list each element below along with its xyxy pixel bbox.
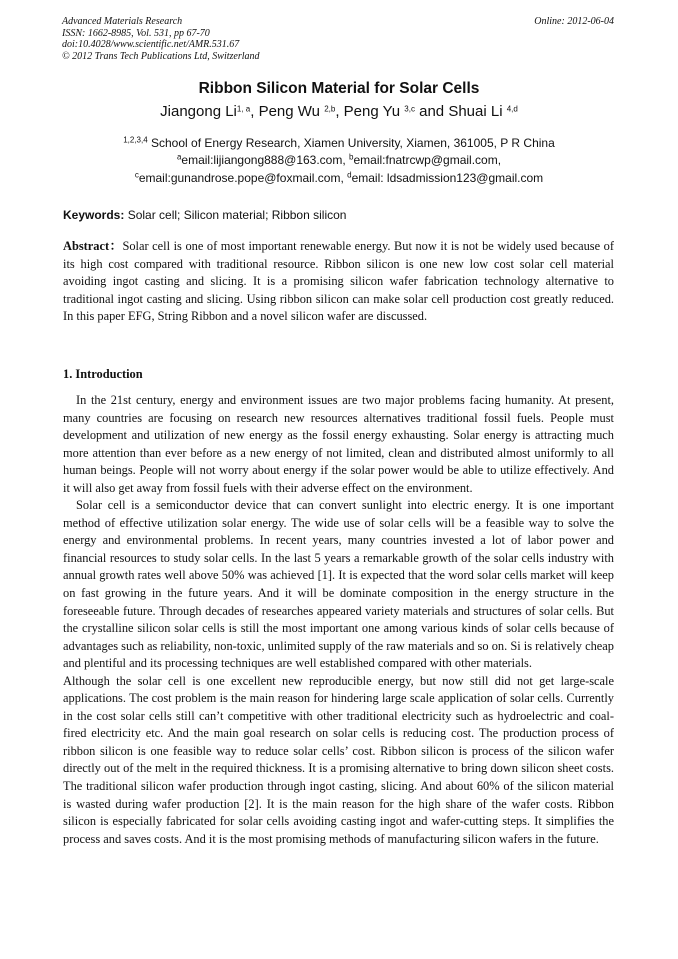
author-name: Peng Wu [258,103,325,120]
abstract-label: Abstract： [63,239,123,253]
email-mark: d [347,170,352,180]
abstract-text: Solar cell is one of most important renewable energy. But now it is not be widely used because of its high cost compared with traditional resource. Ribbon silicon is one new low cost solar cell material avoiding ingot casting and slicing. It is a promising silicon wafer fabrication technology alternative to traditional ingot casting and slicing. Using ribbon silicon can make solar cell production cost greatly reduced. In this paper EFG, String Ribbon and a novel silicon wafer are discussed. [63,239,614,324]
affiliation-mark: 1,2,3,4 [123,135,148,145]
email-line-2 [0,171,678,185]
online-date: Online: 2012-06-04 [534,16,614,27]
journal-name: Advanced Materials Research [62,16,183,27]
introduction-body [63,392,614,848]
paragraph: Although the solar cell is one excellent new reproducible energy, but now still did not get large-scale applications. The cost problem is the main reason for hindering large scale application of solar cells. Currently in the cost solar cells still can’t competitive with other traditional electricity such as hydroelectric and coal-fired electricity etc. And the main goal research on solar cells is reducing cost. The production process of ribbon silicon is one feasible way to reduce solar cells’ cost. Ribbon silicon is process of the silicon wafer directly out of the melt in the required thickness. It is a promising alternative to bring down silicon sheet costs. The traditional silicon wafer production through ingot casting, slicing. And about 60% of the silicon material is wasted during wafer production [2]. It is the main reason for the high share of the wafer costs. Ribbon silicon is especially fabricated for solar cells avoiding casting ingot and wafer-cutting steps. It simplifies the process and saves costs. And it is the most promising methods of manufacturing silicon wafers in the future. [63,673,614,846]
keywords [63,208,346,222]
email-b: email:fnatrcwp@gmail.com, [353,153,502,167]
author-separator: , [250,103,259,120]
issn-line: ISSN: 1662-8985, Vol. 531, pp 67-70 [62,27,210,39]
email-mark: a [176,152,182,162]
copyright-line: © 2012 Trans Tech Publications Ltd, Switzerland [62,50,260,62]
affiliation-line [0,136,678,150]
email-mark: b [349,152,354,162]
keywords-label: Keywords: [63,208,125,222]
affiliation-text: School of Energy Research, Xiamen University, Xiamen, 361005, P R China [147,136,555,150]
email-mark: c [134,170,139,180]
author-name: Peng Yu [343,103,405,120]
keywords-text: Solar cell; Silicon material; Ribbon silicon [124,208,347,222]
paragraph: Solar cell is a semiconductor device that can convert sunlight into electric energy. It is one important method of effective utilization solar energy. The wide use of solar cells will be a feasible way to solve the energy and environmental problems. In recent years, many countries invested a lot of labor power and financial resources to study solar cells. In the last 5 years a remarkable growth of the solar cells industry with annual growth rates well above 50% was achieved [1]. It is expected that the word solar cells market will keep on fast growing in the future years. And it will be dominate composition in the energy structure in the foreseeable future. Through decades of researches appeared variety materials and structures of solar cells. But the crystalline silicon solar cells is still the most important one among various kinds of solar cells because of advantages such as reliability, non-toxic, unlimited supply of the raw materials and so on. Si is relatively cheap and plentiful and its processing techniques are well established compared with other materials. [63,498,614,671]
paper-title: Ribbon Silicon Material for Solar Cells [198,80,480,97]
author-name: Shuai Li [448,103,507,120]
author-name: Jiangong Li [160,103,237,120]
doi-line: doi:10.4028/www.scientific.net/AMR.531.67 [62,39,240,51]
author-list [0,103,678,120]
section-heading: 1. Introduction [63,367,143,381]
abstract [63,238,614,326]
author-separator: , [335,103,344,120]
author-separator: and [414,103,449,120]
author-affiliation-mark: 3,c [404,104,415,114]
email-d: email: ldsadmission123@gmail.com [351,171,544,185]
author-affiliation-mark: 1, a [236,104,251,114]
email-line-1 [0,153,678,167]
author-affiliation-mark: 4,d [506,104,518,114]
paragraph: In the 21st century, energy and environment issues are two major problems facing humanity. At present, many countries are focusing on research new resources alternatives traditional fossil fuels. People must development and utilization of new energy as the fossil energy exhausting. Solar energy is attracting much more attention than ever before as a new energy of not limited, clean and distributed almost uniformly to all human beings. People will not worry about energy if the solar power would be able to utilize effectively. And it will also get away from fossil fuels with their adverse effect on the environment. [63,393,614,495]
email-a: email:lijiangong888@163.com, [181,153,350,167]
journal-header [62,16,260,62]
author-affiliation-mark: 2,b [324,104,336,114]
email-c: email:gunandrose.pope@foxmail.com, [138,171,348,185]
